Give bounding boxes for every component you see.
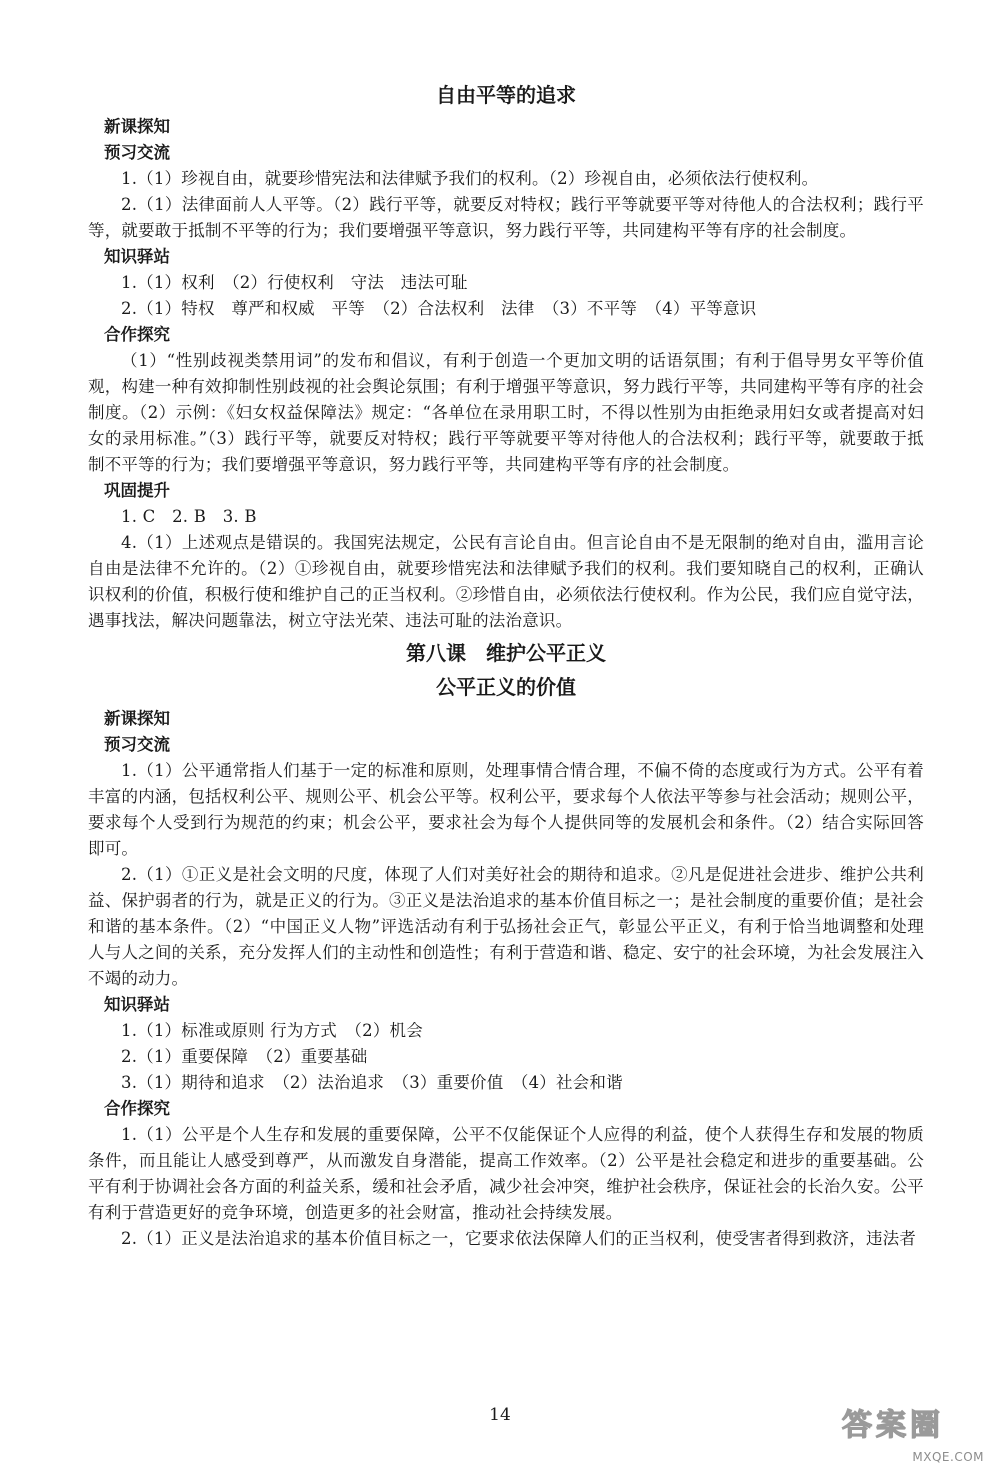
heading-knowledge: 知识驿站: [104, 247, 170, 266]
answer-paragraph: 1.（1）公平通常指人们基于一定的标准和原则，处理事情合情合理，不偏不倚的态度或行为方式。公平有着丰富的内涵，包括权利公平、规则公平、机会公平等。权利公平，要求每个人依法平等参与社会活动；规则公平，要求每个人受到行为规范的约束；机会公平，要求社会为每个人提供同等的发展机会和条件。（2）结合实际回答即可。: [88, 761, 924, 858]
answer-paragraph: 4.（1）上述观点是错误的。我国宪法规定，公民有言论自由。但言论自由不是无限制的绝对自由，滥用言论自由是法律不允许的。（2）①珍视自由，就要珍惜宪法和法律赋予我们的权利。我们要知晓自己的权利，正确认识权利的价值，积极行使和维护自己的正当权利。②珍惜自由，必须依法行使权利。作为公民，我们应自觉守法，遇事找法，解决问题靠法，树立守法光荣、违法可耻的法治意识。: [88, 533, 924, 630]
answer-paragraph: 2.（1）①正义是社会文明的尺度，体现了人们对美好社会的期待和追求。②凡是促进社会进步、维护公共利益、保护弱者的行为，就是正义的行为。③正义是法治追求的基本价值目标之一；是社会制度的重要价值；是社会和谐的基本条件。（2）“中国正义人物”评选活动有利于弘扬社会正气，彰显公平正义，有利于恰当地调整和处理人与人之间的关系，充分发挥人们的主动性和创造性；有利于营造和谐、稳定、安宁的社会环境，为社会发展注入不竭的动力。: [88, 865, 924, 988]
lesson-title: 第八课 维护公平正义: [406, 641, 606, 665]
answer-paragraph: 1.（1）珍视自由，就要珍惜宪法和法律赋予我们的权利。（2）珍视自由，必须依法行使权利。: [121, 169, 819, 188]
watermark-logo-icon: 答案圈: [842, 1408, 944, 1443]
answer-paragraph: 2.（1）特权 尊严和权威 平等 （2）合法权利 法律 （3）不平等 （4）平等意识: [121, 299, 757, 318]
answer-paragraph: 2.（1）法律面前人人平等。（2）践行平等，就要反对特权；践行平等就要平等对待他人的合法权利；践行平等，就要敢于抵制不平等的行为；我们要增强平等意识，努力践行平等，共同建构平等有序的社会制度。: [88, 195, 924, 240]
answer-paragraph: 2.（1）重要保障 （2）重要基础: [121, 1047, 368, 1066]
section-title-freedom-equality: 自由平等的追求: [436, 83, 576, 107]
answer-paragraph: 2.（1）正义是法治追求的基本价值目标之一，它要求依法保障人们的正当权利，使受害者得到救济，违法者: [121, 1229, 917, 1248]
watermark-site: MXQE.COM: [912, 1450, 984, 1464]
page-number: 14: [489, 1405, 511, 1425]
section-title-fairness-justice: 公平正义的价值: [436, 675, 576, 699]
heading-preview: 预习交流: [104, 735, 170, 754]
heading-new-lesson: 新课探知: [104, 709, 170, 728]
heading-preview: 预习交流: [104, 143, 170, 162]
heading-cooperation: 合作探究: [104, 1099, 170, 1118]
answer-paragraph: 1.（1）标准或原则 行为方式 （2）机会: [121, 1021, 423, 1040]
heading-cooperation: 合作探究: [104, 325, 170, 344]
heading-consolidate: 巩固提升: [104, 481, 170, 500]
answer-paragraph: （1）“性别歧视类禁用词”的发布和倡议，有利于创造一个更加文明的话语氛围；有利于倡导男女平等价值观，构建一种有效抑制性别歧视的社会舆论氛围；有利于增强平等意识，努力践行平等，共同建构平等有序的社会制度。（2）示例：《妇女权益保障法》规定：“各单位在录用职工时，不得以性别为由拒绝录用妇女或者提高对妇女的录用标准。”（3）践行平等，就要反对特权；践行平等就要平等对待他人的合法权利；践行平等，就要敢于抵制不平等的行为；我们要增强平等意识，努力践行平等，共同建构平等有序的社会制度。: [88, 351, 924, 474]
heading-knowledge: 知识驿站: [104, 995, 170, 1014]
page-content: [88, 80, 924, 1252]
heading-new-lesson: 新课探知: [104, 117, 170, 136]
answer-paragraph: 1. C 2. B 3. B: [121, 507, 257, 526]
answer-paragraph: 3.（1）期待和追求 （2）法治追求 （3）重要价值 （4）社会和谐: [121, 1073, 623, 1092]
answer-paragraph: 1.（1）权利 （2）行使权利 守法 违法可耻: [121, 273, 468, 292]
watermark: [838, 1400, 986, 1464]
answer-paragraph: 1.（1）公平是个人生存和发展的重要保障，公平不仅能保证个人应得的利益，使个人获得生存和发展的物质条件，而且能让人感受到尊严，从而激发自身潜能，提高工作效率。（2）公平是社会稳定和进步的重要基础。公平有利于协调社会各方面的利益关系，缓和社会矛盾，减少社会冲突，维护社会秩序，保证社会的长治久安。公平有利于营造更好的竞争环境，创造更多的社会财富，推动社会持续发展。: [88, 1125, 924, 1222]
